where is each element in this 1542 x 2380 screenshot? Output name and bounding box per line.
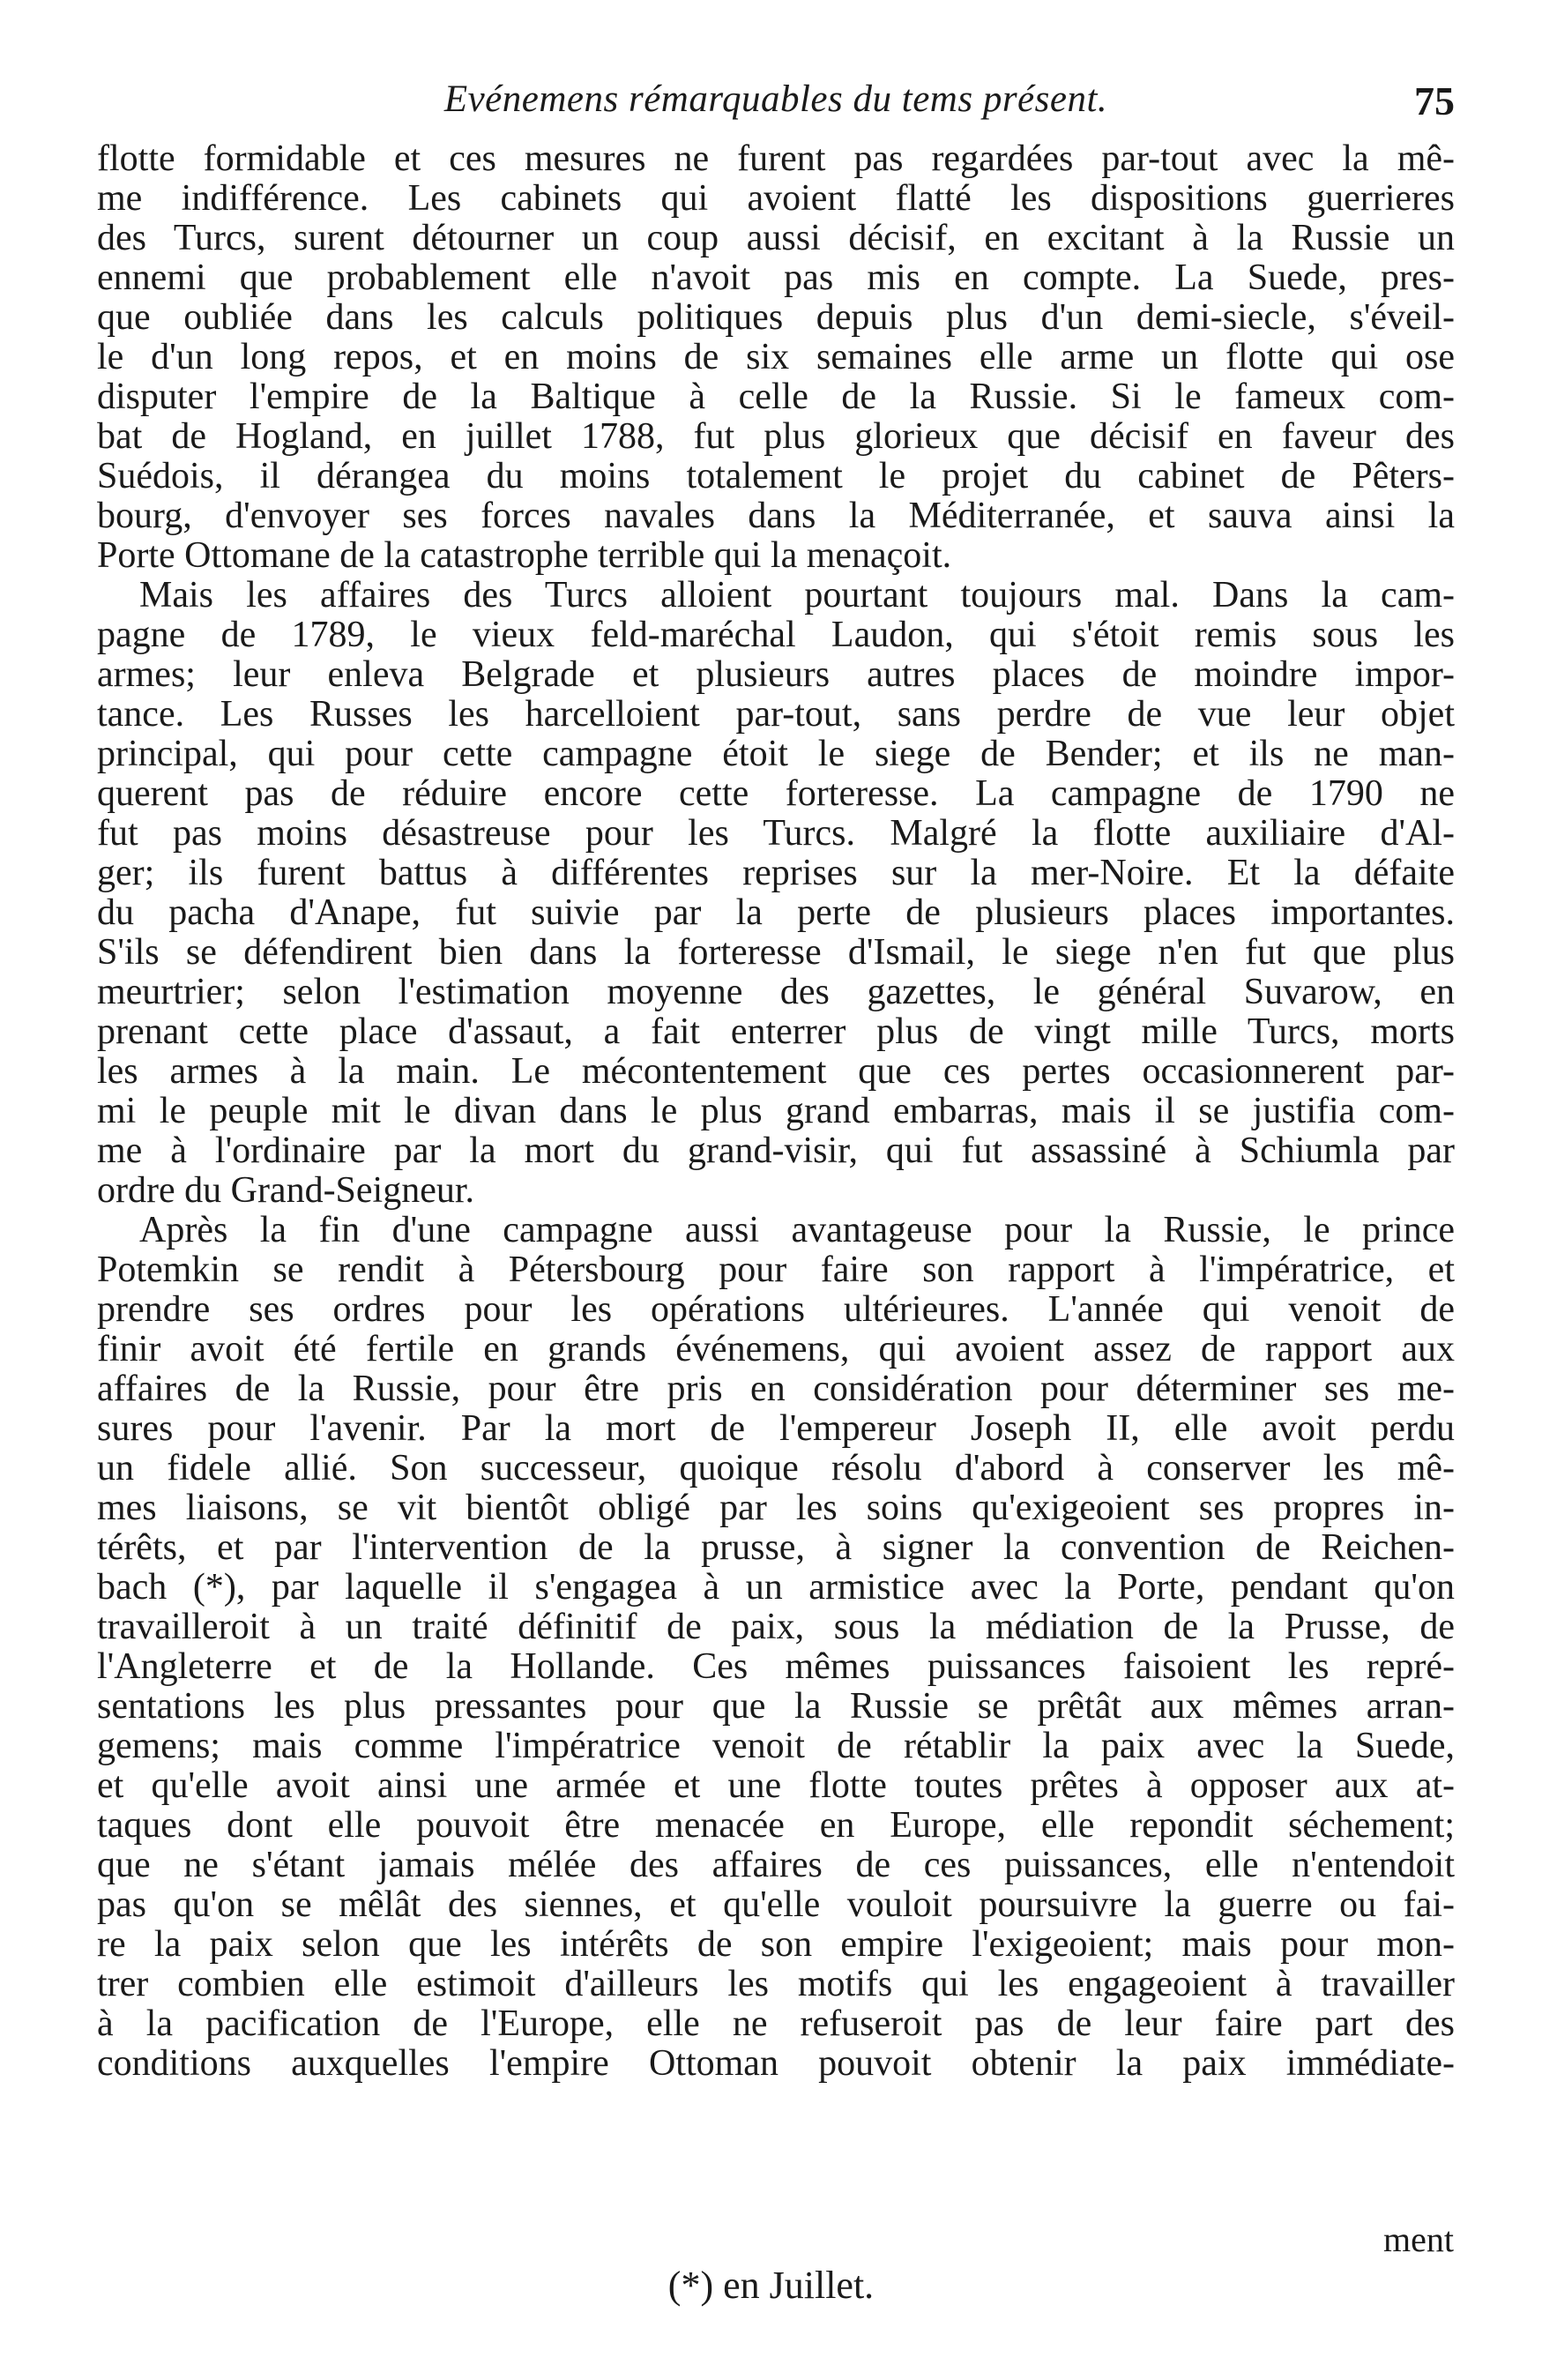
text-line: armes; leur enleva Belgrade et plusieurs autres places de moindre impor-	[97, 654, 1455, 695]
text-line: pagne de 1789, le vieux feld-maréchal Laudon, qui s'étoit remis sous les	[97, 615, 1455, 655]
catchword: ment	[1383, 2220, 1454, 2259]
text-line: du pacha d'Anape, fut suivie par la perte de plusieurs places importantes.	[97, 892, 1455, 933]
text-line: affaires de la Russie, pour être pris en considération pour déterminer ses me-	[97, 1369, 1455, 1409]
text-line: S'ils se défendirent bien dans la forteresse d'Ismail, le siege n'en fut que plus	[97, 932, 1455, 973]
text-line: et qu'elle avoit ainsi une armée et une flotte toutes prêtes à opposer aux at-	[97, 1765, 1455, 1806]
text-line: pas qu'on se mêlât des siennes, et qu'elle vouloit poursuivre la guerre ou fai-	[97, 1884, 1455, 1925]
text-line: le d'un long repos, et en moins de six semaines elle arme un flotte qui ose	[97, 337, 1455, 377]
text-line: re la paix selon que les intérêts de son empire l'exigeoient; mais pour mon-	[97, 1924, 1455, 1965]
text-line: que ne s'étant jamais mélée des affaires de ces puissances, elle n'entendoit	[97, 1845, 1455, 1885]
text-line: gemens; mais comme l'impératrice venoit de rétablir la paix avec la Suede,	[97, 1726, 1455, 1766]
text-line: tance. Les Russes les harcelloient par-tout, sans perdre de vue leur objet	[97, 694, 1455, 735]
text-line: trer combien elle estimoit d'ailleurs les motifs qui les engageoient à travailler	[97, 1964, 1455, 2004]
text-line: l'Angleterre et de la Hollande. Ces mêmes puissances faisoient les repré-	[97, 1646, 1455, 1687]
text-line: bach (*), par laquelle il s'engagea à un armistice avec la Porte, pendant qu'on	[97, 1567, 1455, 1608]
text-line: térêts, et par l'intervention de la prusse, à signer la convention de Reichen-	[97, 1527, 1455, 1568]
text-line: meurtrier; selon l'estimation moyenne des gazettes, le général Suvarow, en	[97, 972, 1455, 1012]
text-line: mi le peuple mit le divan dans le plus grand embarras, mais il se justifia com-	[97, 1091, 1455, 1131]
text-line: que oubliée dans les calculs politiques depuis plus d'un demi-siecle, s'éveil-	[97, 297, 1455, 338]
text-line: les armes à la main. Le mécontentement que ces pertes occasionnerent par-	[97, 1051, 1455, 1092]
text-line: principal, qui pour cette campagne étoit le siege de Bender; et ils ne man-	[97, 734, 1455, 774]
text-line: travailleroit à un traité définitif de paix, sous la médiation de la Prusse, de	[97, 1607, 1455, 1647]
text-line: mes liaisons, se vit bientôt obligé par les soins qu'exigeoient ses propres in-	[97, 1488, 1455, 1528]
text-line: à la pacification de l'Europe, elle ne refuseroit pas de leur faire part des	[97, 2003, 1455, 2044]
text-line: conditions auxquelles l'empire Ottoman pouvoit obtenir la paix immédiate-	[97, 2043, 1455, 2084]
text-line: Porte Ottomane de la catastrophe terrible qui la menaçoit.	[97, 535, 952, 576]
text-line: me à l'ordinaire par la mort du grand-visir, qui fut assassiné à Schiumla par	[97, 1130, 1455, 1171]
text-line: Potemkin se rendit à Pétersbourg pour faire son rapport à l'impératrice, et	[97, 1250, 1455, 1290]
text-line: me indifférence. Les cabinets qui avoient flatté les dispositions guerrieres	[97, 178, 1455, 219]
text-line: flotte formidable et ces mesures ne furent pas regardées par-tout avec la mê-	[97, 138, 1455, 179]
page-number: 75	[1414, 78, 1455, 123]
text-line: des Turcs, surent détourner un coup aussi décisif, en excitant à la Russie un	[97, 218, 1455, 258]
text-line: disputer l'empire de la Baltique à celle de la Russie. Si le fameux com-	[97, 377, 1455, 417]
footnote: (*) en Juillet.	[667, 2264, 875, 2307]
text-line: Après la fin d'une campagne aussi avantageuse pour la Russie, le prince	[139, 1210, 1455, 1250]
text-line: sentations les plus pressantes pour que la Russie se prêtât aux mêmes arran-	[97, 1686, 1455, 1727]
text-line: bourg, d'envoyer ses forces navales dans la Méditerranée, et sauva ainsi la	[97, 496, 1455, 536]
running-title: Evénemens rémarquables du tems présent.	[443, 78, 1108, 120]
body-text	[97, 139, 1455, 2084]
text-line: ennemi que probablement elle n'avoit pas mis en compte. La Suede, pres-	[97, 257, 1455, 298]
text-line: bat de Hogland, en juillet 1788, fut plus glorieux que décisif en faveur des	[97, 416, 1455, 457]
text-line: ordre du Grand-Seigneur.	[97, 1170, 475, 1211]
text-line: Suédois, il dérangea du moins totalement le projet du cabinet de Pêters-	[97, 456, 1455, 496]
text-line: prenant cette place d'assaut, a fait enterrer plus de vingt mille Turcs, morts	[97, 1011, 1455, 1052]
text-line: querent pas de réduire encore cette forteresse. La campagne de 1790 ne	[97, 773, 1455, 814]
text-line: prendre ses ordres pour les opérations ultérieures. L'année qui venoit de	[97, 1289, 1455, 1330]
text-line: un fidele allié. Son successeur, quoique résolu d'abord à conserver les mê-	[97, 1448, 1455, 1488]
page-header	[97, 78, 1455, 139]
text-line: fut pas moins désastreuse pour les Turcs. Malgré la flotte auxiliaire d'Al-	[97, 813, 1455, 854]
text-line: ger; ils furent battus à différentes reprises sur la mer-Noire. Et la défaite	[97, 853, 1455, 893]
text-line: taques dont elle pouvoit être menacée en Europe, elle repondit séchement;	[97, 1805, 1455, 1846]
text-line: Mais les affaires des Turcs alloient pourtant toujours mal. Dans la cam-	[139, 575, 1455, 616]
text-line: finir avoit été fertile en grands événemens, qui avoient assez de rapport aux	[97, 1329, 1455, 1369]
text-line: sures pour l'avenir. Par la mort de l'empereur Joseph II, elle avoit perdu	[97, 1408, 1455, 1449]
